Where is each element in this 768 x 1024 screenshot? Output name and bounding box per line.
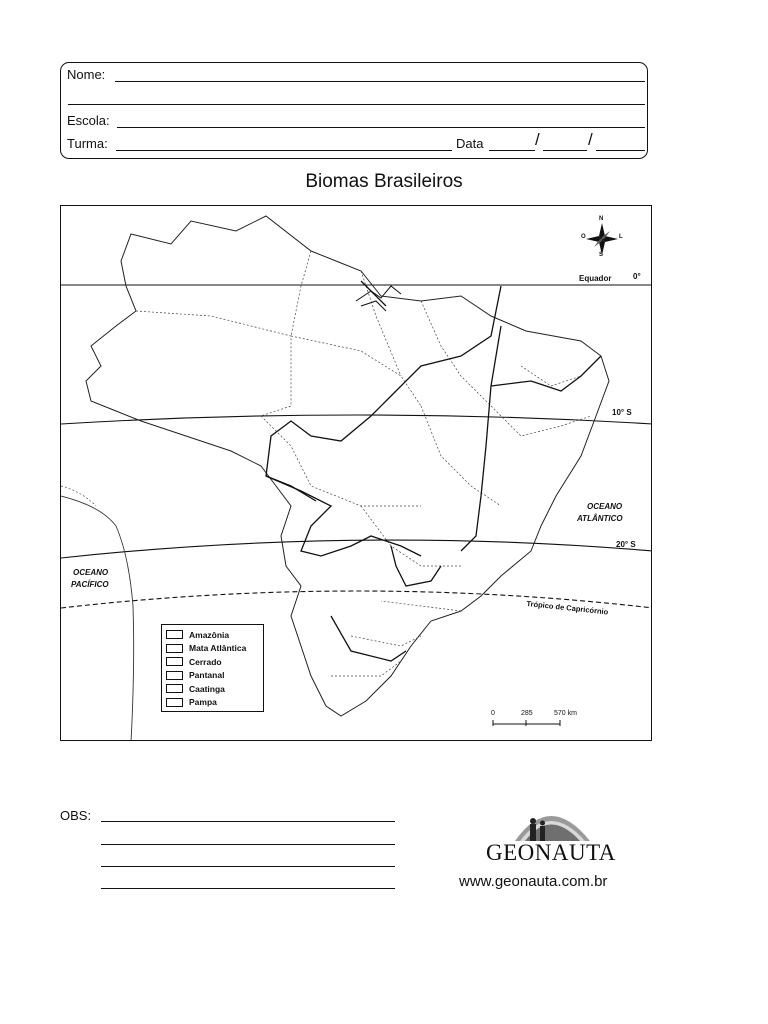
lat-10-line (61, 415, 652, 424)
equator-degree: 0° (633, 272, 641, 281)
legend-swatch[interactable] (166, 698, 183, 707)
obs-line-4[interactable] (101, 888, 395, 889)
legend-item[interactable]: Cerrado (166, 655, 259, 669)
west-coast (61, 496, 134, 741)
legend-item[interactable]: Amazônia (166, 628, 259, 642)
legend-item[interactable]: Pantanal (166, 669, 259, 683)
legend-item[interactable]: Pampa (166, 696, 259, 710)
legend-item[interactable]: Caatinga (166, 682, 259, 696)
pacific-label-2: PACÍFICO (71, 580, 109, 589)
compass-east: L (619, 234, 623, 240)
compass-west: O (581, 234, 586, 240)
date-year-line[interactable] (596, 150, 645, 151)
date-separator-1: / (535, 130, 540, 149)
atlantic-label-1: OCEANO (587, 502, 623, 511)
student-info-box (60, 62, 648, 159)
scale-bar (486, 704, 596, 734)
state-borders (136, 251, 591, 676)
biome-legend (161, 624, 264, 712)
date-label: Data (456, 136, 484, 151)
obs-line-2[interactable] (101, 844, 395, 845)
legend-swatch[interactable] (166, 671, 183, 680)
obs-line-1[interactable] (101, 821, 395, 822)
peru-border (61, 486, 96, 506)
date-month-line[interactable] (543, 150, 587, 151)
equator-label: Equador (579, 274, 612, 283)
compass-icon (586, 223, 618, 255)
class-label: Turma: (67, 136, 108, 151)
obs-line-3[interactable] (101, 866, 395, 867)
legend-swatch[interactable] (166, 630, 183, 639)
atlantic-label-2: ATLÂNTICO (577, 514, 623, 523)
pacific-label-1: OCEANO (73, 568, 109, 577)
name-label: Nome: (67, 67, 106, 82)
date-day-line[interactable] (489, 150, 535, 151)
class-line[interactable] (116, 150, 452, 151)
lat-10-label: 10° S (612, 408, 632, 417)
date-separator-2: / (588, 130, 593, 149)
school-line[interactable] (117, 127, 645, 128)
obs-label: OBS: (60, 808, 92, 823)
scale-tick-285: 285 (521, 710, 533, 717)
map-drawing (61, 206, 652, 741)
scale-tick-0: 0 (491, 710, 495, 717)
legend-swatch[interactable] (166, 684, 183, 693)
logo-wordmark: GEONAUTA (486, 840, 616, 865)
legend-item[interactable]: Mata Atlântica (166, 642, 259, 656)
compass-south: S (599, 252, 604, 258)
scale-tick-570: 570 km (554, 710, 577, 717)
website-link[interactable]: www.geonauta.com.br (459, 873, 608, 890)
page-title: Biomas Brasileiros (305, 171, 463, 192)
scale-bar-lines (486, 704, 596, 734)
tropic-label: Trópico de Capricórnio (526, 599, 609, 617)
name-line-2[interactable] (68, 104, 645, 105)
lat-20-label: 20° S (616, 540, 636, 549)
compass-north: N (599, 216, 604, 222)
name-line[interactable] (115, 81, 645, 82)
legend-swatch[interactable] (166, 657, 183, 666)
school-label: Escola: (67, 113, 110, 128)
brazil-biomes-map (60, 205, 652, 741)
legend-swatch[interactable] (166, 644, 183, 653)
